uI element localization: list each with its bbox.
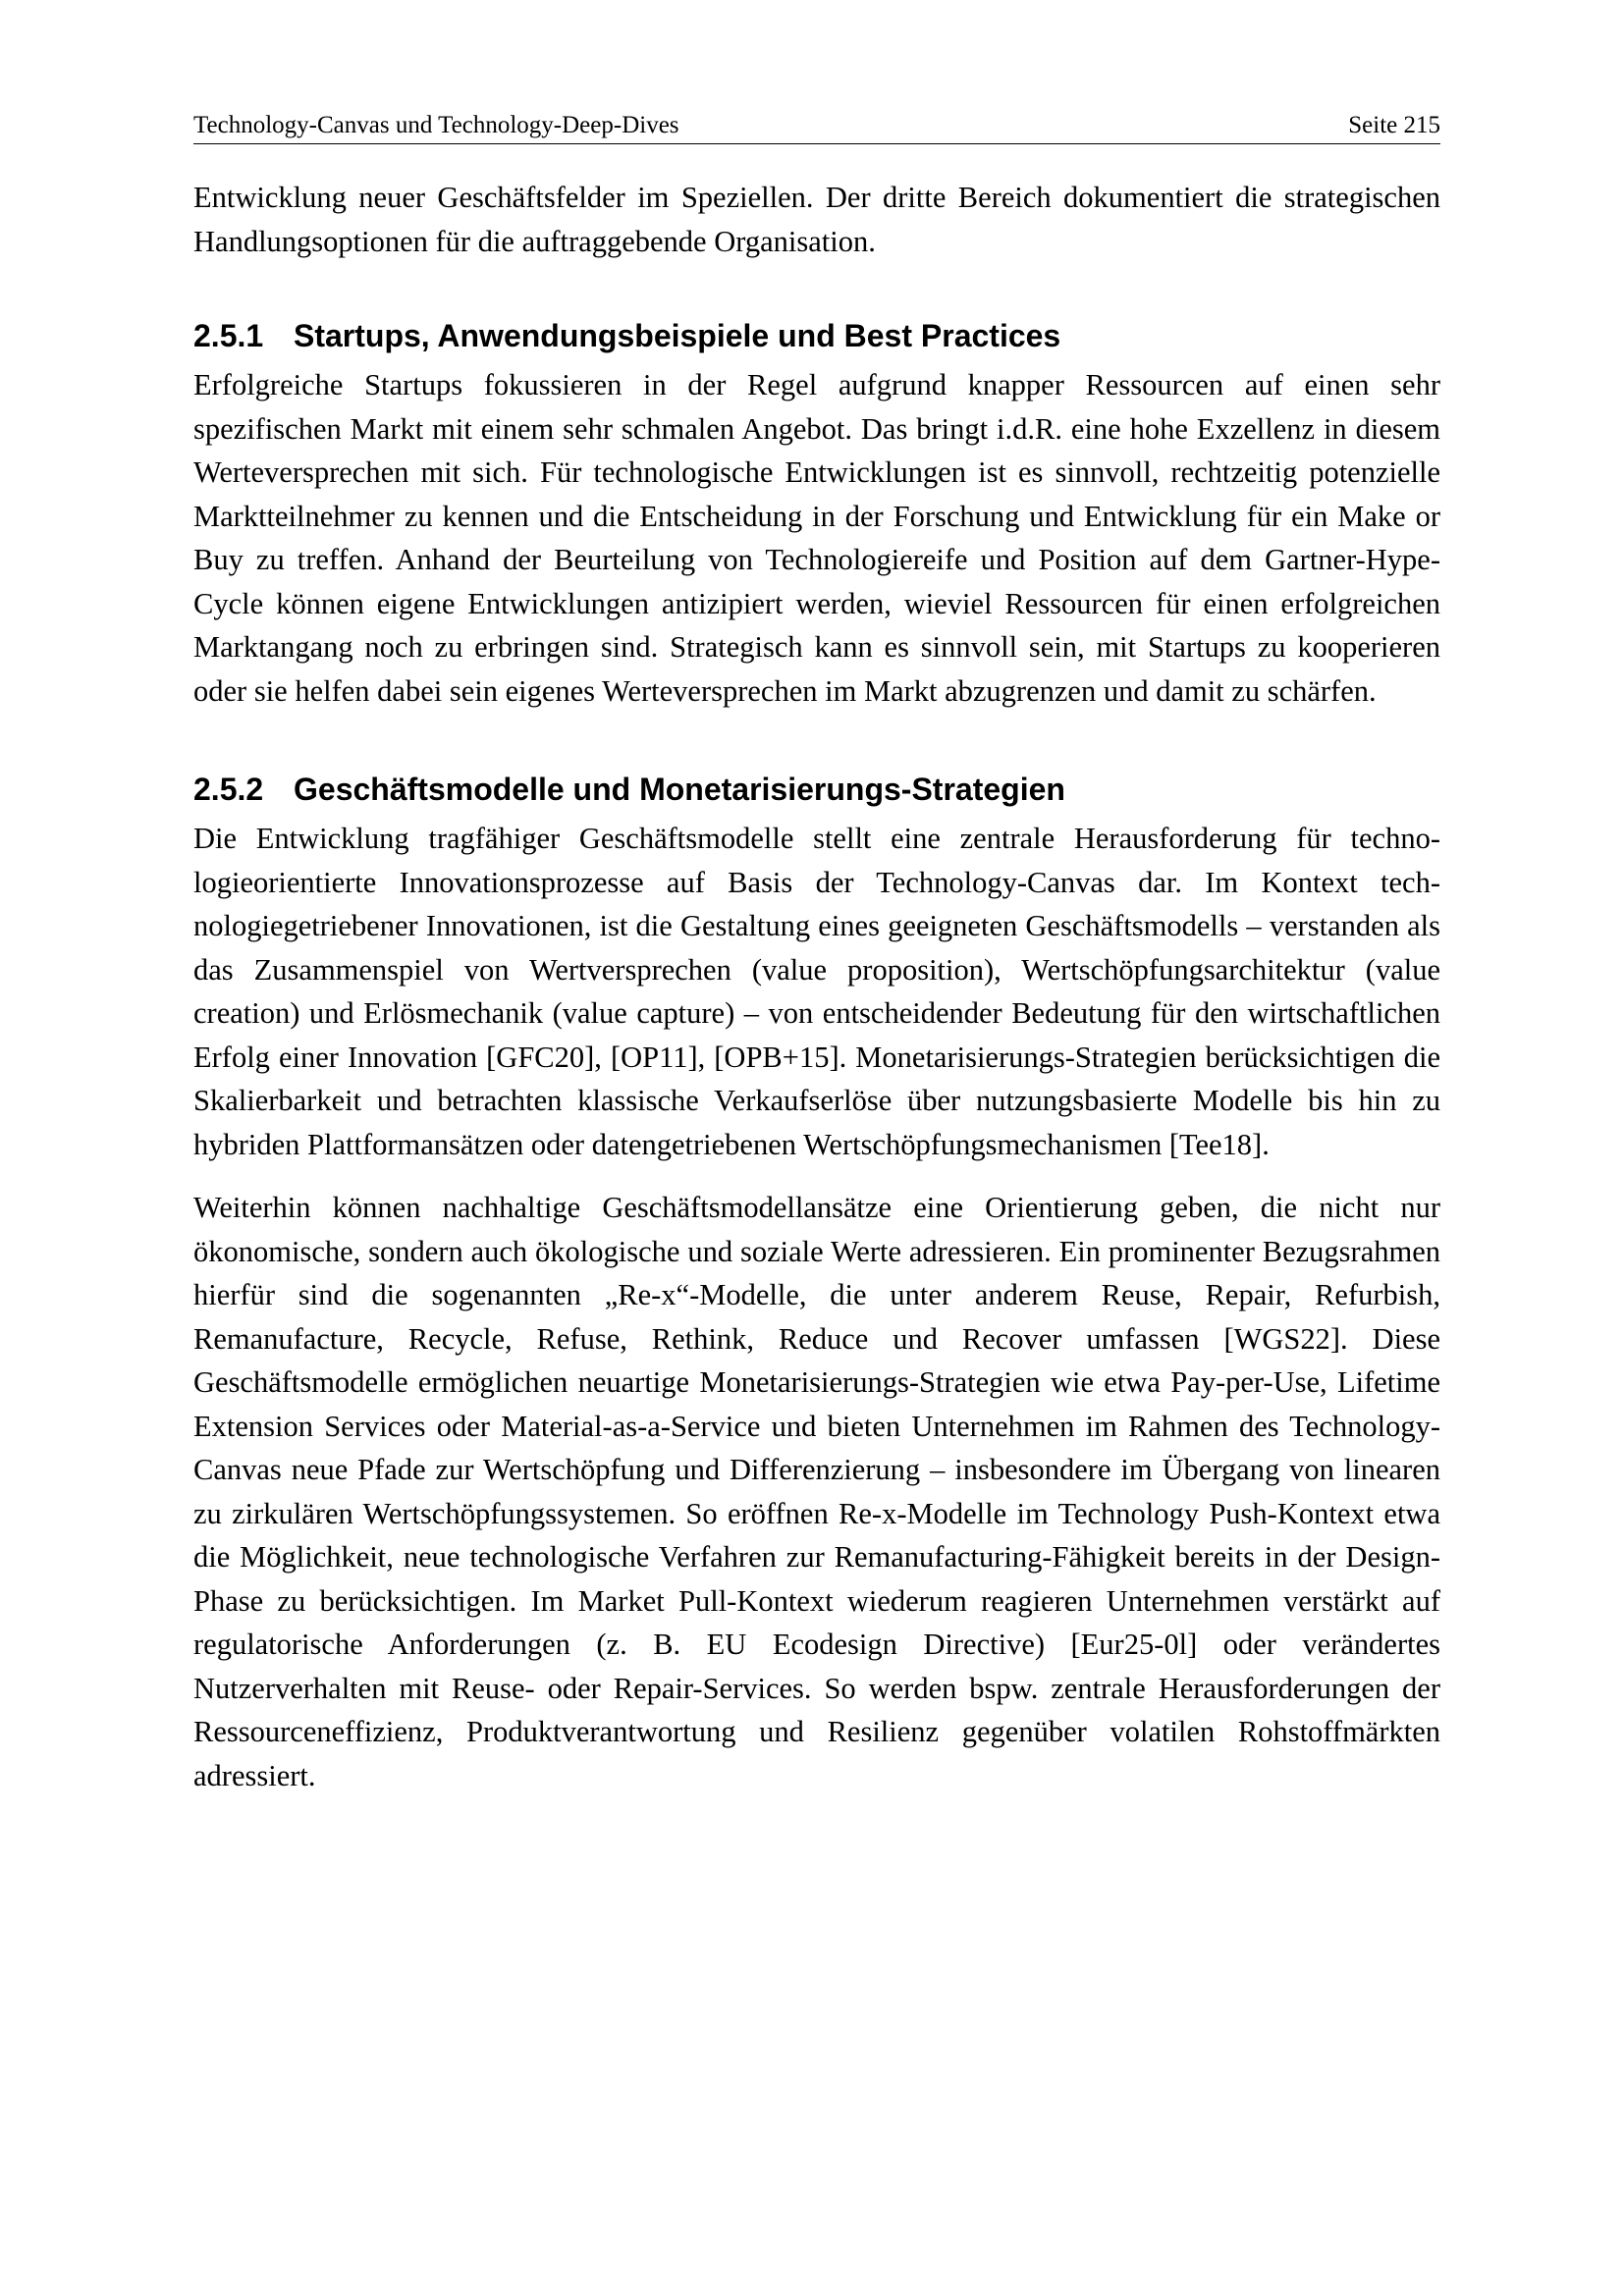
section-title: Startups, Anwendungsbeispiele und Best Practices (294, 318, 1061, 353)
body-paragraph: Weiterhin können nachhaltige Geschäftsmodellansätze eine Orientierung geben, die nicht nur ökonomische, sondern auch ökologische und soziale Werte adressieren. Ein prominenter Bezugsrahmen hierfür sind die sogenannten „Re-x“-Modelle, die unter anderem Reuse, Repair, Refurbish, Remanufacture, Recycle, Refuse, Rethink, Reduce und Recover umfassen [WGS22]. Diese Geschäftsmodelle ermöglichen neuartige Monetarisierungs-Strategien wie etwa Pay-per-Use, Lifetime Extension Services oder Material-as-a-Service und bieten Unternehmen im Rahmen des Technology-Canvas neue Pfade zur Wertschöpfung und Differenzierung – insbesondere im Übergang von linearen zu zirkulären Wertschöpfungssystemen. So eröffnen Re-x-Modelle im Technology Push-Kontext etwa die Möglichkeit, neue technologische Verfahren zur Remanufacturing-Fähigkeit bereits in der Design-Phase zu berücksichtigen. Im Market Pull-Kontext wiederum reagieren Unternehmen verstärkt auf regulatorische Anforderungen (z. B. EU Ecodesign Directive) [Eur25-0l] oder verändertes Nutzerverhalten mit Reuse- oder Repair-Services. So werden bspw. zentrale Herausforderungen der Ressourceneffizienz, Produktverantwortung und Resilienz gegenüber volatilen Rohstoffmärkten adressiert. (193, 1191, 1440, 1792)
document-page (193, 108, 1440, 1797)
running-header (193, 108, 1440, 144)
section-heading-2-5-1 (193, 316, 1440, 355)
body-paragraph: Erfolgreiche Startups fokussieren in der Regel aufgrund knapper Ressourcen auf einen sehr spezifischen Markt mit einem sehr schmalen Angebot. Das bringt i.d.R. eine hohe Exzellenz in diesem Werteversprechen mit sich. Für technologische Entwicklungen ist es sinnvoll, rechtzeitig potenzielle Marktteilnehmer zu kennen und die Entscheidung in der Forschung und Entwicklung für ein Make or Buy zu treffen. Anhand der Beurteilung von Technologiereife und Position auf dem Gartner-Hype-Cycle können eigene Entwicklungen antizipiert werden, wieviel Ressourcen für einen erfolgreichen Marktangang noch zu erbringen sind. Strategisch kann es sinnvoll sein, mit Startups zu kooperieren oder sie helfen dabei sein eigenes Werteversprechen im Markt abzugrenzen und damit zu schärfen. (193, 368, 1440, 708)
section-number: 2.5.1 (193, 318, 264, 353)
intro-paragraph: Entwicklung neuer Geschäftsfelder im Speziellen. Der dritte Bereich dokumentiert die strategischen Handlungsoptionen für die auftraggebende Organisation. (193, 181, 1440, 258)
section-heading-2-5-2 (193, 770, 1440, 809)
header-title: Technology-Canvas und Technology-Deep-Dives (193, 112, 679, 138)
header-page-number: Seite 215 (1348, 112, 1440, 138)
section-number: 2.5.2 (193, 772, 264, 807)
section-title: Geschäftsmodelle und Monetarisierungs-Strategien (294, 772, 1065, 807)
body-paragraph: Die Entwicklung tragfähiger Geschäftsmodelle stellt eine zentrale Herausforderung für technologieorientierte Innovationsprozesse auf Basis der Technology-Canvas dar. Im Kontext technologiegetriebener Innovationen, ist die Gestaltung eines geeigneten Geschäftsmodells – verstanden als das Zusammenspiel von Wertversprechen (value proposition), Wertschöpfungsarchitektur (value creation) und Erlösmechanik (value capture) – von entscheidender Bedeutung für den wirtschaftlichen Erfolg einer Innovation [GFC20], [OP11], [OPB+15]. Monetarisierungs-Strategien berücksichtigen die Skalierbarkeit und betrachten klassische Verkaufserlöse über nutzungsbasierte Modelle bis hin zu hybriden Plattformansätzen oder datengetriebenen Wertschöpfungsmechanismen [Tee18]. (193, 822, 1440, 1161)
